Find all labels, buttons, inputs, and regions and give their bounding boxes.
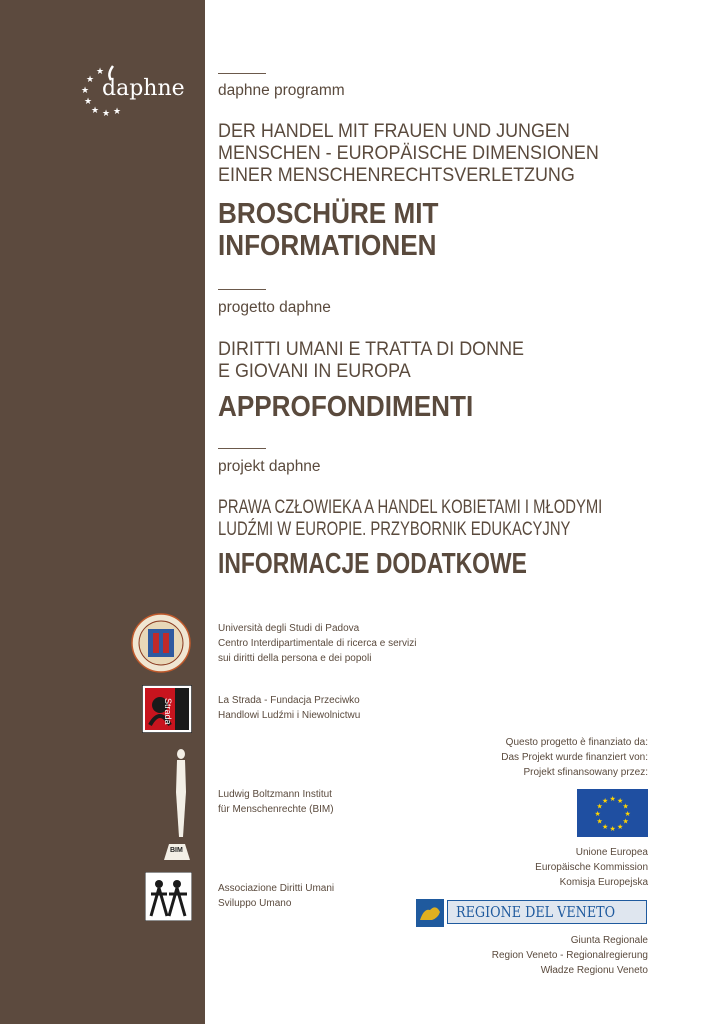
- institution-line: Sviluppo Umano: [218, 898, 292, 909]
- eu-flag-icon: [577, 789, 648, 837]
- funding-line: Projekt sfinansowany przez:: [523, 767, 648, 778]
- funding-line: Das Projekt wurde finanziert von:: [501, 752, 648, 763]
- section-title-line: MENSCHEN - EUROPÄISCHE DIMENSIONEN: [218, 142, 599, 164]
- veneto-line: Region Veneto - Regionalregierung: [491, 950, 648, 961]
- eu-star-icon: ★: [596, 818, 603, 826]
- section-title-line: DER HANDEL MIT FRAUEN UND JUNGEN: [218, 120, 570, 142]
- diritti-umani-logo-icon: [145, 872, 192, 921]
- institution-line: Ludwig Boltzmann Institut: [218, 789, 332, 800]
- institution-line: Handlowi Ludźmi i Niewolnictwu: [218, 710, 361, 721]
- eu-star-icon: ★: [594, 811, 601, 818]
- section-label: daphne programm: [218, 82, 345, 99]
- section-subtitle-line: BROSCHÜRE MIT: [218, 198, 439, 230]
- section-title: [218, 496, 602, 540]
- institution-line: La Strada - Fundacja Przeciwko: [218, 695, 360, 706]
- institution-line: Associazione Diritti Umani: [218, 883, 335, 894]
- section-title-line: PRAWA CZŁOWIEKA A HANDEL KOBIETAMI I MŁODYMI: [218, 496, 603, 518]
- section-title-line: E GIOVANI IN EUROPA: [218, 360, 411, 382]
- la-strada-logo-text: Strada: [163, 698, 173, 725]
- eu-star-icon: ★: [617, 823, 624, 831]
- section-subtitle-line: INFORMATIONEN: [218, 230, 437, 262]
- eu-line: Europäische Kommission: [535, 862, 648, 873]
- section-divider: [218, 448, 266, 449]
- svg-text:★: ★: [81, 85, 90, 95]
- section-subtitle: [218, 391, 473, 423]
- section-title-line: LUDŹMI W EUROPIE. PRZYBORNIK EDUKACYJNY: [218, 518, 571, 540]
- section-title: [218, 338, 524, 382]
- eu-star-icon: ★: [622, 803, 629, 811]
- eu-line: Unione Europea: [575, 847, 648, 858]
- veneto-line: Giunta Regionale: [570, 935, 648, 946]
- sidebar-band: [0, 0, 205, 1024]
- eu-star-icon: ★: [609, 796, 616, 803]
- la-strada-logo-icon: [142, 685, 192, 733]
- eu-names: [535, 845, 648, 890]
- padova-seal-icon: [130, 613, 192, 673]
- institution-line: für Menschenrechte (BIM): [218, 804, 334, 815]
- bim-statue-icon: [162, 742, 192, 862]
- section-title-line: EINER MENSCHENRECHTSVERLETZUNG: [218, 164, 575, 186]
- regione-veneto-banner: [447, 900, 647, 924]
- bim-logo-text: BIM: [170, 847, 183, 854]
- eu-star-icon: ★: [602, 823, 609, 831]
- eu-star-icon: ★: [602, 798, 609, 806]
- daphne-logo: [80, 62, 195, 118]
- section-title-line: DIRITTI UMANI E TRATTA DI DONNE: [218, 338, 525, 360]
- eu-star-icon: ★: [622, 818, 629, 826]
- section-title: [218, 120, 599, 186]
- section-divider: [218, 73, 266, 74]
- eu-star-icon: ★: [617, 798, 624, 806]
- section-subtitle-line: APPROFONDIMENTI: [218, 391, 474, 423]
- svg-text:★: ★: [113, 106, 122, 116]
- veneto-names: [492, 933, 648, 978]
- regione-veneto-logo-text: REGIONE DEL VENETO: [456, 903, 616, 921]
- institution-padova: [218, 621, 416, 666]
- institution-la-strada: [218, 693, 360, 723]
- section-subtitle: [218, 198, 438, 262]
- regione-veneto-logo: [415, 898, 648, 928]
- section-subtitle: [218, 548, 527, 580]
- institution-line: sui diritti della persona e dei popoli: [218, 653, 372, 664]
- institution-diritti-umani: [218, 881, 334, 911]
- section-divider: [218, 289, 266, 290]
- daphne-logo-text: daphne: [102, 76, 185, 101]
- section-label: progetto daphne: [218, 299, 331, 316]
- eu-star-icon: ★: [609, 826, 616, 833]
- funding-line: Questo progetto è finanziato da:: [505, 737, 648, 748]
- funding-statement: [501, 735, 648, 780]
- svg-text:★: ★: [86, 74, 95, 84]
- eu-star-icon: ★: [624, 811, 631, 818]
- institution-line: Centro Interdipartimentale di ricerca e servizi: [218, 638, 417, 649]
- veneto-line: Władze Regionu Veneto: [540, 965, 648, 976]
- eu-line: Komisja Europejska: [559, 877, 648, 888]
- svg-text:★: ★: [91, 105, 100, 115]
- section-subtitle-line: INFORMACJE DODATKOWE: [218, 548, 527, 580]
- svg-text:★: ★: [84, 96, 93, 106]
- eu-star-icon: ★: [596, 803, 603, 811]
- institution-line: Università degli Studi di Padova: [218, 623, 360, 634]
- institution-bim: [218, 787, 334, 817]
- section-label: projekt daphne: [218, 458, 321, 475]
- lion-of-venice-icon: [415, 898, 445, 928]
- svg-text:★: ★: [102, 108, 111, 118]
- svg-text:★: ★: [96, 66, 105, 76]
